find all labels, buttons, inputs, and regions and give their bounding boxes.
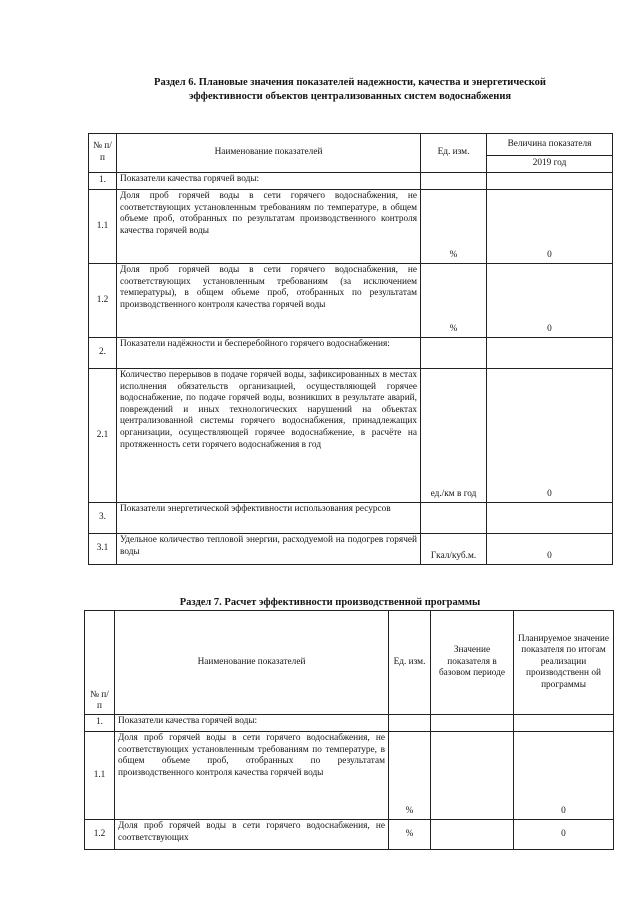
table-row xyxy=(85,732,614,820)
row-value: 0 xyxy=(487,369,613,503)
row-value xyxy=(487,503,613,534)
row-num: 1. xyxy=(89,173,117,190)
row-unit xyxy=(389,715,431,732)
row-num: 3.1 xyxy=(89,534,117,565)
header-num: № п/п xyxy=(89,134,117,173)
row-name: Доля проб горячей воды в сети горячего водоснабжения, не соответствующих xyxy=(115,820,389,850)
row-value: 0 xyxy=(487,190,613,264)
row-unit: % xyxy=(389,732,431,820)
row-num: 1.2 xyxy=(85,820,115,850)
header-name: Наименование показателей xyxy=(117,134,421,173)
row-num: 2.1 xyxy=(89,369,117,503)
row-unit xyxy=(421,503,487,534)
row-unit xyxy=(421,338,487,369)
row-unit: % xyxy=(421,264,487,338)
section6-table xyxy=(88,133,613,565)
table-row xyxy=(89,534,613,565)
row-base xyxy=(431,820,514,850)
table-row xyxy=(85,820,614,850)
row-value xyxy=(487,338,613,369)
row-base xyxy=(431,732,514,820)
table-header-row xyxy=(89,134,613,156)
row-num: 3. xyxy=(89,503,117,534)
table-row xyxy=(89,190,613,264)
row-num: 2. xyxy=(89,338,117,369)
table-row xyxy=(89,503,613,534)
header-planned: Планируемое значение показателя по итогам реализации производственн ой программы xyxy=(514,611,614,715)
row-unit: Гкал/куб.м. xyxy=(421,534,487,565)
table-row xyxy=(85,715,614,732)
table-row xyxy=(89,369,613,503)
row-unit: ед./км в год xyxy=(421,369,487,503)
section7-table xyxy=(84,610,614,850)
row-name: Показатели энергетической эффективности использования ресурсов xyxy=(117,503,421,534)
row-num: 1.1 xyxy=(85,732,115,820)
row-planned xyxy=(514,715,614,732)
row-name: Показатели качества горячей воды: xyxy=(115,715,389,732)
row-planned: 0 xyxy=(514,820,614,850)
row-num: 1.1 xyxy=(89,190,117,264)
section6-title: Раздел 6. Плановые значения показателей надежности, качества и энергетической эффективности объектов централизованных систем водоснабжения xyxy=(154,77,546,102)
table-row xyxy=(89,338,613,369)
header-year: 2019 год xyxy=(487,156,613,173)
row-name: Показатели надёжности и бесперебойного горячего водоснабжения: xyxy=(117,338,421,369)
row-value: 0 xyxy=(487,264,613,338)
section7-title: Раздел 7. Расчет эффективности производственной программы xyxy=(179,597,481,608)
row-value xyxy=(487,173,613,190)
header-num: № п/п xyxy=(85,611,115,715)
row-name: Удельное количество тепловой энергии, расходуемой на подогрев горячей воды xyxy=(117,534,421,565)
row-planned: 0 xyxy=(514,732,614,820)
header-base: Значение показателя в базовом периоде xyxy=(431,611,514,715)
row-name: Доля проб горячей воды в сети горячего водоснабжения, не соответствующих установленным требованиям по температуре, в общем объеме проб, отобранных по результатам производственного контроля качества горячей воды xyxy=(115,732,389,820)
row-num: 1. xyxy=(85,715,115,732)
row-unit: % xyxy=(389,820,431,850)
table-header-row xyxy=(85,611,614,715)
table-row xyxy=(89,264,613,338)
row-num: 1.2 xyxy=(89,264,117,338)
table-row xyxy=(89,173,613,190)
header-value: Величина показателя xyxy=(487,134,613,156)
row-name: Доля проб горячей воды в сети горячего водоснабжения, не соответствующих установленным требованиям (за исключением температуры), в общем объеме проб, отобранных по результатам производственного контроля качества горячей воды xyxy=(117,264,421,338)
row-unit xyxy=(421,173,487,190)
header-name: Наименование показателей xyxy=(115,611,389,715)
row-name: Доля проб горячей воды в сети горячего водоснабжения, не соответствующих установленным требованиям по температуре, в общем объеме проб, отобранных по результатам производственного контроля качества горячей воды xyxy=(117,190,421,264)
row-value: 0 xyxy=(487,534,613,565)
header-unit: Ед. изм. xyxy=(389,611,431,715)
row-base xyxy=(431,715,514,732)
row-name: Показатели качества горячей воды: xyxy=(117,173,421,190)
row-unit: % xyxy=(421,190,487,264)
row-name: Количество перерывов в подаче горячей воды, зафиксированных в местах исполнения обязательств организацией, осуществляющей горячее водоснабжение, по подаче горячей воды, возникших в результате аварий, повреждений и иных технологических нарушений на объектах централизованной системы горячего водоснабжения, принадлежащих организации, осуществляющей горячее водоснабжение, в расчёте на протяженность сети горячего водоснабжения в год xyxy=(117,369,421,503)
header-unit: Ед. изм. xyxy=(421,134,487,173)
